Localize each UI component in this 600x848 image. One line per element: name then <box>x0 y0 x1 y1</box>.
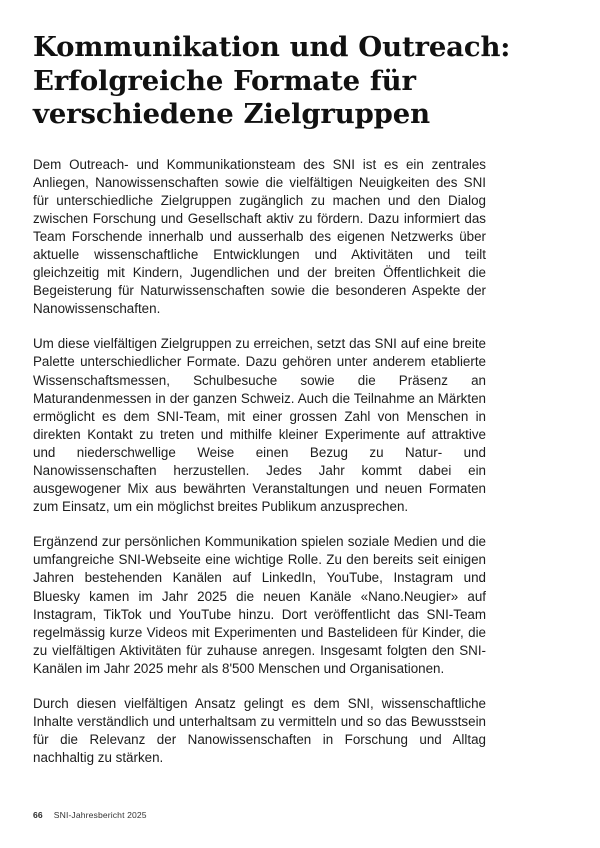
body-paragraph: Um diese vielfältigen Zielgruppen zu erreichen, setzt das SNI auf eine breite Palette unterschiedlicher Formate. Dazu gehören unter anderem etablierte Wissenschaftsmessen, Schulbesuche sowie die Präsenz an Maturandenmessen in der ganzen Schweiz. Auch die Teilnahme an Märkten ermöglicht es dem SNI-Team, mit einer grossen Zahl von Menschen in direkten Kontakt zu treten und mithilfe kleiner Experimente auf attraktive und niederschwellige Weise einen Bezug zu Natur- und Nanowissenschaften herzustellen. Jedes Jahr kommt dabei ein ausgewogener Mix aus bewährten Veranstaltungen und neuen Formaten zum Einsatz, um ein möglichst breites Publikum anzusprechen. <box>33 336 486 514</box>
page-title-line-3: verschiedene Zielgruppen <box>33 98 430 130</box>
page-content <box>33 31 511 767</box>
body-paragraph: Durch diesen vielfältigen Ansatz gelingt es dem SNI, wissenschaftliche Inhalte verständlich und unterhaltsam zu vermitteln und so das Bewusstsein für die Relevanz der Nanowissenschaften in Forschung und Alltag nachhaltig zu stärken. <box>33 696 486 766</box>
footer-page-number: 66 <box>33 810 43 820</box>
page-footer <box>33 810 147 820</box>
page-title <box>33 31 511 132</box>
page-title-line-1: Kommunikation und Outreach: <box>33 31 511 63</box>
page-title-line-2: Erfolgreiche Formate für <box>33 64 416 97</box>
footer-document-title: SNI-Jahresbericht 2025 <box>53 810 147 820</box>
body-paragraph: Dem Outreach- und Kommunikationsteam des SNI ist es ein zentrales Anliegen, Nanowissenschaften sowie die vielfältigen Neuigkeiten des SNI für unterschiedliche Zielgruppen zugänglich zu machen und den Dialog zwischen Forschung und Gesellschaft aktiv zu fördern. Dazu informiert das Team Forschende innerhalb und ausserhalb des eigenen Netzwerks über aktuelle wissenschaftliche Entwicklungen und Aktivitäten und teilt gleichzeitig mit Kindern, Jugendlichen und der breiten Öffentlichkeit die Begeisterung für Naturwissenschaften sowie die besonderen Aspekte der Nanowissenschaften. <box>33 156 486 316</box>
article-body <box>33 156 486 768</box>
body-paragraph: Ergänzend zur persönlichen Kommunikation spielen soziale Medien und die umfangreiche SNI-Webseite eine wichtige Rolle. Zu den bereits seit einigen Jahren bestehenden Kanälen auf LinkedIn, YouTube, Instagram und Bluesky kamen im Jahr 2025 die neuen Kanäle «Nano.Neugier» auf Instagram, TikTok und YouTube hinzu. Dort veröffentlicht das SNI-Team regelmässig kurze Videos mit Experimenten und Bastelideen für Kinder, die zu vielfältigen Aktivitäten für zuhause anregen. Insgesamt folgten den SNI-Kanälen im Jahr 2025 mehr als 8'500 Menschen und Organisationen. <box>33 534 486 676</box>
